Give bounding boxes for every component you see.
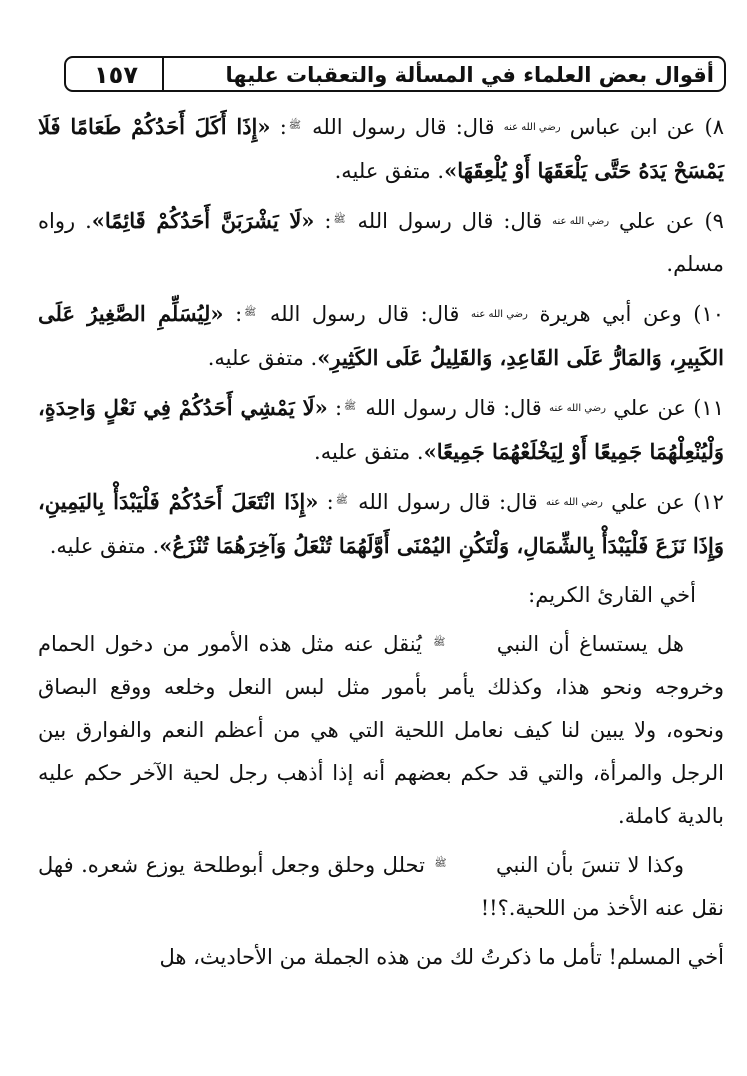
hadith-intro: وعن أبي هريرة [539,302,682,326]
hadith-source: . متفق عليه. [334,159,445,183]
page-number: ١٥٧ [94,61,138,89]
hadith-9: ٩) عن علي رضي الله عنه قال: قال رسول الله ﷺ: «لَا يَشْرَبَنَّ أَحَدُكُمْ قَائِمًا». رواه مسلم. [38,199,724,286]
hadith-qala: قال: قال رسول الله [269,302,460,326]
radiya-allahu-anhu-symbol: رضي الله عنه [549,403,606,414]
salawat-symbol: ﷺ [288,120,301,131]
running-title: أقوال بعض العلماء في المسألة والتعقبات عليها [225,63,714,87]
hadith-11: ١١) عن علي رضي الله عنه قال: قال رسول الله ﷺ: «لَا يَمْشِي أَحَدُكُمْ فِي نَعْلٍ وَاحِدَةٍ، وَلْيُنْعِلْهُمَا جَمِيعًا أَوْ لِيَخْلَعْهُمَا جَمِيعًا». متفق عليه. [38,386,724,474]
hadith-12: ١٢) عن علي رضي الله عنه قال: قال رسول الله ﷺ: «إِذَا انْتَعَلَ أَحَدُكُمْ فَلْيَبْدَأْ بِاليَمِينِ، وَإِذَا نَزَعَ فَلْيَبْدَأْ بِالشِّمَالِ، وَلْتَكُنِ اليُمْنَى أَوَّلَهُمَا تُنْعَلُ وَآخِرَهُمَا تُنْزَعُ». متفق عليه. [38,480,724,568]
hadith-source: . متفق عليه. [314,440,424,464]
hadith-text: «لَا يَشْرَبَنَّ أَحَدُكُمْ قَائِمًا» [91,208,315,233]
hadith-number: ١١) [693,396,724,420]
salawat-symbol: ﷺ [434,858,447,869]
hadith-text: «إِذَا انْتَعَلَ أَحَدُكُمْ فَلْيَبْدَأْ بِاليَمِينِ، وَإِذَا نَزَعَ فَلْيَبْدَأْ بِالشِّمَالِ، وَلْتَكُنِ اليُمْنَى أَوَّلَهُمَا تُنْعَلُ وَآخِرَهُمَا تُنْزَعُ» [38,489,724,558]
salawat-symbol: ﷺ [335,495,348,506]
page-body [38,105,724,979]
hadith-qala: قال: قال رسول الله [365,396,542,420]
hadith-text: «لِيُسَلِّمِ الصَّغِيرُ عَلَى الكَبِيرِ، وَالمَارُّ عَلَى القَاعِدِ، وَالقَلِيلُ عَلَى الكَثِيرِ» [38,301,724,370]
paragraph-1 [38,623,724,838]
hadith-number: ١٠) [693,302,724,326]
hadith-number: ٩) [704,209,724,233]
paragraph-1-before: هل يستساغ أن النبي [496,632,685,656]
hadith-number: ١٢) [693,490,724,514]
hadith-intro: عن علي [619,209,695,233]
salawat-symbol: ﷺ [344,401,357,412]
hadith-qala: قال: قال رسول الله [312,115,495,139]
salawat-symbol: ﷺ [333,214,346,225]
paragraph-2-before: وكذا لا تنسَ بأن النبي [496,853,684,877]
radiya-allahu-anhu-symbol: رضي الله عنه [471,309,528,320]
page-header-frame [64,56,726,92]
paragraph-2-after: تحلل وحلق وجعل أبوطلحة يوزع شعره. فهل نقل عنه الأخذ من اللحية.؟!! [38,853,724,920]
hadith-source: . رواه مسلم. [38,209,724,276]
reader-address: أخي القارئ الكريم: [528,583,696,607]
salawat-symbol: ﷺ [433,637,446,648]
header-divider [162,58,164,90]
hadith-source: . متفق عليه. [207,346,318,370]
radiya-allahu-anhu-symbol: رضي الله عنه [552,216,610,227]
hadith-intro: عن ابن عباس [569,115,696,139]
paragraph-2 [38,844,724,930]
hadith-intro: عن علي [611,490,685,514]
radiya-allahu-anhu-symbol: رضي الله عنه [546,497,603,508]
salawat-symbol: ﷺ [244,307,257,318]
hadith-10: ١٠) وعن أبي هريرة رضي الله عنه قال: قال رسول الله ﷺ: «لِيُسَلِّمِ الصَّغِيرُ عَلَى الكَبِيرِ، وَالمَارُّ عَلَى القَاعِدِ، وَالقَلِيلُ عَلَى الكَثِيرِ». متفق عليه. [38,292,724,380]
paragraph-3: أخي المسلم! تأمل ما ذكرتُ لك من هذه الجملة من الأحاديث، هل [159,945,724,969]
hadith-8: ٨) عن ابن عباس رضي الله عنه قال: قال رسول الله ﷺ: «إِذَا أَكَلَ أَحَدُكُمْ طَعَامًا فَلَا يَمْسَحْ يَدَهُ حَتَّى يَلْعَقَهَا أَوْ يُلْعِقَهَا». متفق عليه. [38,105,724,193]
hadith-qala: قال: قال رسول الله [357,209,543,233]
hadith-number: ٨) [704,115,724,139]
hadith-text: «إِذَا أَكَلَ أَحَدُكُمْ طَعَامًا فَلَا يَمْسَحْ يَدَهُ حَتَّى يَلْعَقَهَا أَوْ يُلْعِقَهَا» [38,114,724,183]
hadith-text: «لَا يَمْشِي أَحَدُكُمْ فِي نَعْلٍ وَاحِدَةٍ، وَلْيُنْعِلْهُمَا جَمِيعًا أَوْ لِيَخْلَعْهُمَا جَمِيعًا» [38,395,724,464]
hadith-source: . متفق عليه. [49,534,160,558]
paragraph-1-after: يُنقل عنه مثل هذه الأمور من دخول الحمام وخروجه ونحو هذا، وكذلك يأمر بأمور مثل لبس النعل وخلعه ووقع البصاق ونحوه، ولا يبين لنا كيف نعامل اللحية التي هي من أعظم النعم والفوارق بين الرجل والمرأة، والتي قد حكم بعضهم أنه إذا أذهب رجل لحية الآخر حكم عليه بالدية كاملة. [38,632,724,828]
hadith-qala: قال: قال رسول الله [358,490,538,514]
hadith-intro: عن علي [613,396,686,420]
radiya-allahu-anhu-symbol: رضي الله عنه [503,122,561,133]
